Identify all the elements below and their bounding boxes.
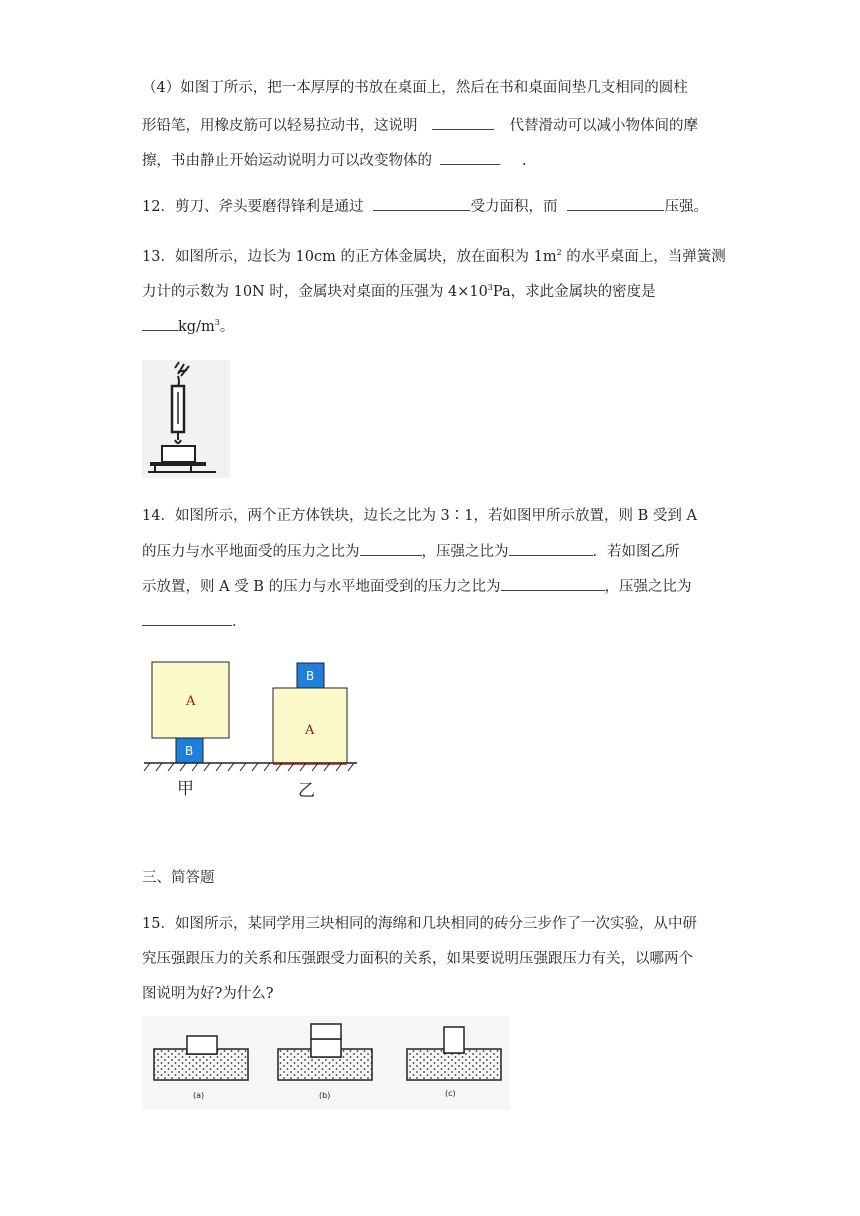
- q15-line-3: 图说明为好?为什么?: [142, 986, 274, 1002]
- q14-line-2: 的压力与水平地面受的压力之比为 ，压强之比为 ．若如图乙所: [142, 541, 680, 562]
- cubes-figure: [142, 656, 362, 806]
- answer-blank[interactable]: [501, 576, 605, 591]
- caption-yi: 乙: [298, 781, 315, 801]
- caption-jia: 甲: [177, 779, 194, 799]
- q14-line-4: ．: [142, 611, 247, 632]
- label-b-yi: B: [306, 669, 315, 683]
- q13-line-2: 力计的示数为 10N 时，金属块对桌面的压强为 $4\times 10^3Pa$，求此金属块的密度是: [142, 283, 656, 300]
- label-a-jia: A: [186, 694, 196, 709]
- answer-blank[interactable]: [142, 316, 178, 331]
- q15-line-2: 究压强跟压力的关系和压强跟受力面积的关系，如果要说明压强跟压力有关，以哪两个: [142, 951, 693, 967]
- answer-blank[interactable]: [432, 115, 494, 130]
- brick: [311, 1024, 341, 1039]
- q13-line-1: 13．如图所示，边长为 10cm 的正方体金属块，放在面积为 $1m^2$ 的水平桌面上，当弹簧测: [142, 248, 726, 265]
- q13-line-3: $kg/m^3$。: [142, 313, 234, 337]
- q11-line-1: （4）如图丁所示，把一本厚厚的书放在桌面上，然后在书和桌面间垫几支相同的圆柱: [142, 80, 688, 96]
- answer-blank[interactable]: [440, 150, 500, 165]
- brick: [444, 1027, 464, 1053]
- brick: [187, 1036, 217, 1054]
- section-title: 三、简答题: [142, 870, 215, 886]
- q14-line-3: 示放置，则 A 受 B 的压力与水平地面受到的压力之比为 ，压强之比为: [142, 576, 692, 597]
- sponge-experiment-figure: [142, 1016, 510, 1110]
- spring-scale-figure: [142, 360, 230, 478]
- svg-text:(c): (c): [445, 1089, 456, 1098]
- q14-line-1: 14．如图所示，两个正方体铁块，边长之比为 3∶1，若如图甲所示放置，则 B 受到 A: [142, 508, 697, 524]
- q11-line-2: 形铅笔，用橡皮筋可以轻易拉动书，这说明 代替滑动可以减小物体间的摩: [142, 115, 698, 136]
- svg-text:(b): (b): [319, 1091, 331, 1100]
- q12-line: 12．剪刀、斧头要磨得锋利是通过 受力面积，而 压强。: [142, 196, 708, 217]
- answer-blank[interactable]: [373, 196, 470, 211]
- label-a-yi: A: [305, 723, 315, 738]
- svg-text:(a): (a): [193, 1091, 205, 1100]
- q15-line-1: 15．如图所示，某同学用三块相同的海绵和几块相同的砖分三步作了一次实验，从中研: [142, 916, 697, 932]
- answer-blank[interactable]: [142, 611, 232, 626]
- answer-blank[interactable]: [360, 541, 422, 556]
- q11-line-3: 擦，书由静止开始运动说明力可以改变物体的 .: [142, 150, 527, 171]
- label-b-jia: B: [185, 744, 194, 758]
- brick: [311, 1039, 341, 1057]
- answer-blank[interactable]: [509, 541, 593, 556]
- answer-blank[interactable]: [567, 196, 664, 211]
